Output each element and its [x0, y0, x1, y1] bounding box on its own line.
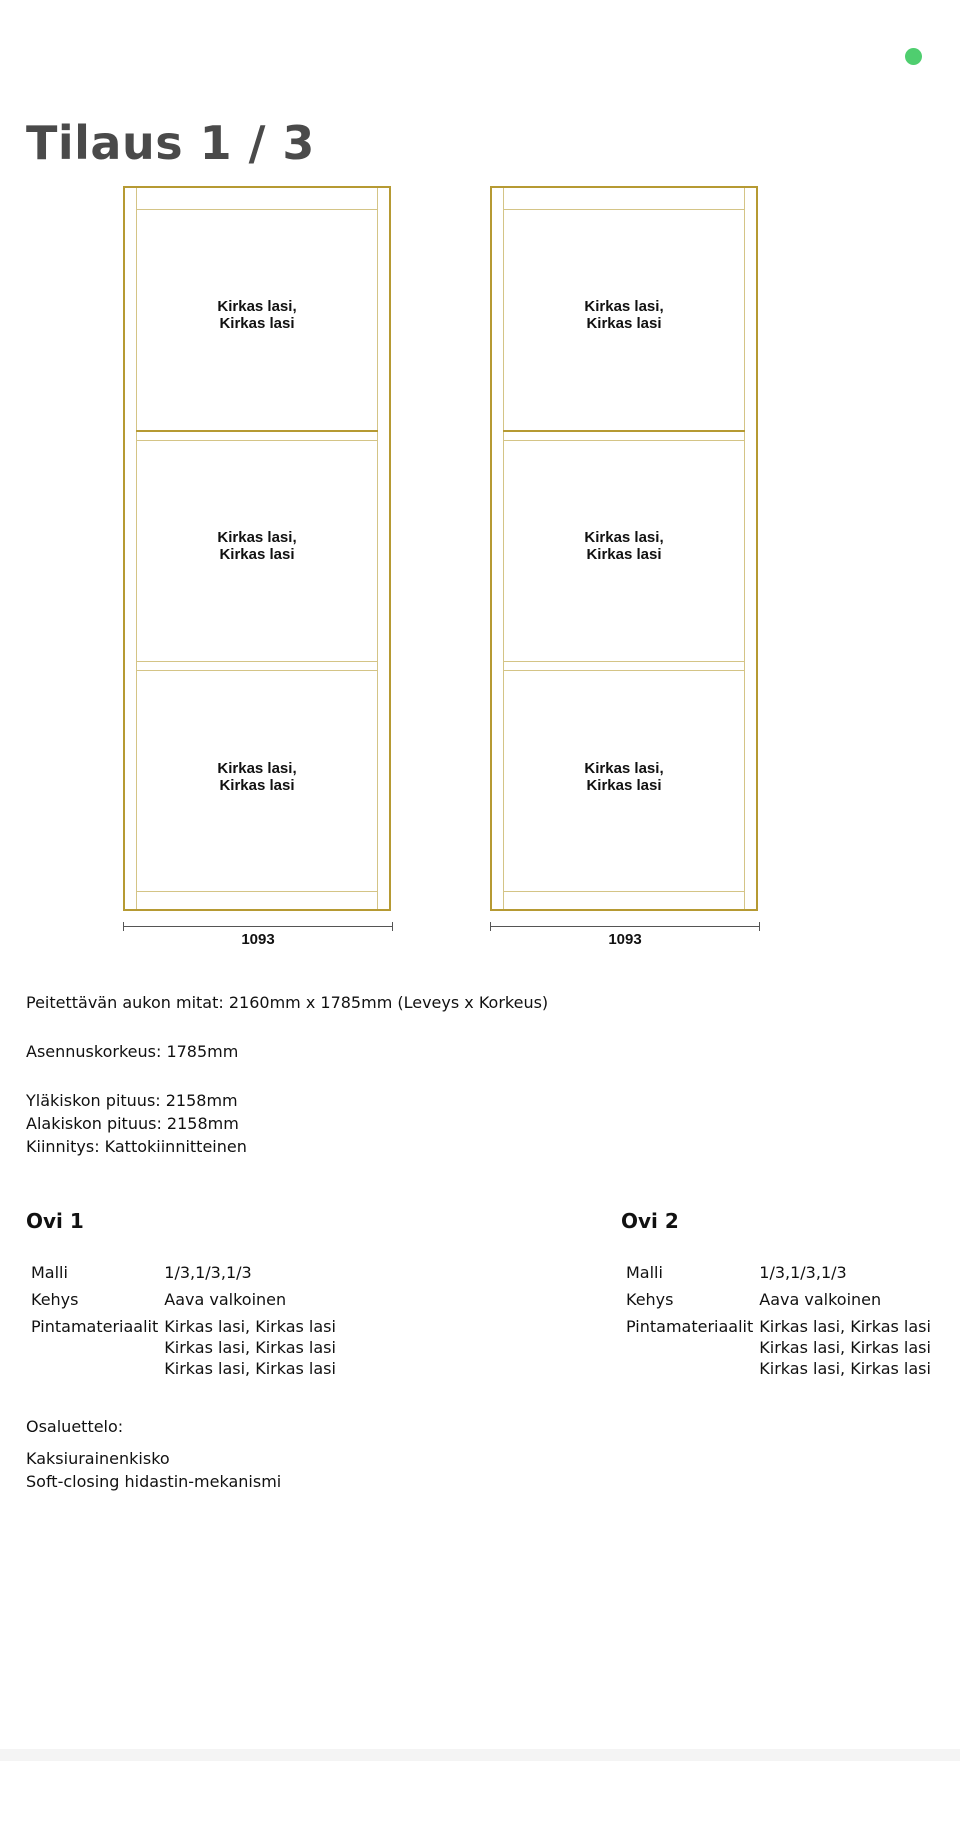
spec-row-frame [25, 1289, 336, 1316]
opening-dimensions: Peitettävän aukon mitat: 2160mm x 1785mm (Leveys x Korkeus) [26, 993, 549, 1012]
spec-key: Kehys [626, 1290, 674, 1309]
spec-row-materials [620, 1316, 931, 1385]
install-height: Asennuskorkeus: 1785mm [26, 1042, 239, 1061]
page-title: Tilaus 1 / 3 [26, 116, 315, 170]
panel-label-line: Kirkas lasi, [584, 760, 664, 777]
panel-edge [503, 661, 745, 662]
spec-row-materials [25, 1316, 336, 1385]
panel-label [492, 529, 756, 563]
material-line: Kirkas lasi, Kirkas lasi [759, 1317, 931, 1336]
width-dimension-2 [490, 921, 760, 951]
spec-value [753, 1316, 931, 1385]
dimension-value: 1093 [608, 931, 642, 948]
spec-value: Aava valkoinen [759, 1290, 882, 1309]
panel-edge [136, 670, 378, 671]
panel-edge [503, 670, 745, 671]
dimension-tick [490, 922, 491, 931]
panel-edge [503, 209, 745, 210]
spec-key: Malli [31, 1263, 68, 1282]
panel-edge [136, 440, 378, 441]
door-1-spec-table [25, 1262, 336, 1385]
panel-label [125, 760, 389, 794]
parts-item: Soft-closing hidastin-mekanismi [26, 1472, 282, 1491]
spec-row-model [25, 1262, 336, 1289]
panel-edge [136, 891, 378, 892]
panel-label [125, 529, 389, 563]
door-drawing-1 [123, 186, 391, 911]
spec-key: Kehys [31, 1290, 79, 1309]
dimension-tick [123, 922, 124, 931]
material-line: Kirkas lasi, Kirkas lasi [164, 1317, 336, 1336]
panel-label [492, 760, 756, 794]
panel-label-line: Kirkas lasi, [584, 529, 664, 546]
spec-value [158, 1316, 336, 1385]
door-2-heading: Ovi 2 [621, 1209, 679, 1233]
dimension-tick [759, 922, 760, 931]
material-line: Kirkas lasi, Kirkas lasi [164, 1338, 336, 1357]
parts-item: Kaksiurainenkisko [26, 1449, 170, 1468]
panel-label-line: Kirkas lasi [219, 777, 295, 794]
spec-value: 1/3,1/3,1/3 [759, 1263, 847, 1282]
panel-edge [136, 209, 378, 210]
spec-key: Malli [626, 1263, 663, 1282]
mounting-type: Kiinnitys: Kattokiinnitteinen [26, 1137, 247, 1156]
status-indicator [905, 48, 922, 65]
material-line: Kirkas lasi, Kirkas lasi [759, 1338, 931, 1357]
panel-divider [503, 430, 745, 432]
panel-label-line: Kirkas lasi [219, 546, 295, 563]
panel-edge [503, 891, 745, 892]
spec-value: 1/3,1/3,1/3 [164, 1263, 252, 1282]
panel-edge [503, 440, 745, 441]
spec-value: Aava valkoinen [164, 1290, 287, 1309]
panel-label [125, 298, 389, 332]
door-2-spec-table [620, 1262, 931, 1385]
panel-label-line: Kirkas lasi [586, 777, 662, 794]
width-dimension-1 [123, 921, 393, 951]
spec-key: Pintamateriaalit [31, 1317, 159, 1336]
panel-label-line: Kirkas lasi, [217, 529, 297, 546]
material-line: Kirkas lasi, Kirkas lasi [164, 1359, 336, 1378]
panel-label-line: Kirkas lasi [219, 315, 295, 332]
parts-heading: Osaluettelo: [26, 1417, 124, 1436]
panel-label-line: Kirkas lasi, [217, 298, 297, 315]
panel-label-line: Kirkas lasi [586, 315, 662, 332]
top-rail-length: Yläkiskon pituus: 2158mm [26, 1091, 238, 1110]
material-line: Kirkas lasi, Kirkas lasi [759, 1359, 931, 1378]
door-1-heading: Ovi 1 [26, 1209, 84, 1233]
panel-divider [136, 430, 378, 432]
spec-row-frame [620, 1289, 931, 1316]
dimension-value: 1093 [241, 931, 275, 948]
bottom-rail-length: Alakiskon pituus: 2158mm [26, 1114, 239, 1133]
spec-key: Pintamateriaalit [626, 1317, 754, 1336]
panel-label [492, 298, 756, 332]
panel-edge [136, 661, 378, 662]
panel-label-line: Kirkas lasi, [217, 760, 297, 777]
dimension-line [490, 926, 760, 927]
footer-band [0, 1749, 960, 1761]
panel-label-line: Kirkas lasi [586, 546, 662, 563]
spec-row-model [620, 1262, 931, 1289]
dimension-tick [392, 922, 393, 931]
dimension-line [123, 926, 393, 927]
panel-label-line: Kirkas lasi, [584, 298, 664, 315]
door-drawing-2 [490, 186, 758, 911]
